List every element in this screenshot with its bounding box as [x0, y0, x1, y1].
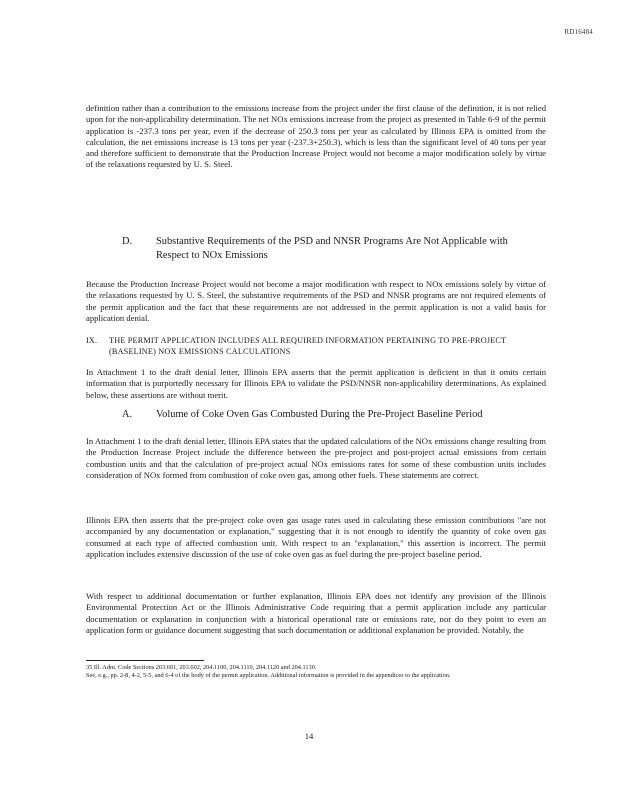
footnotes [86, 664, 546, 680]
paragraph-documentation: With respect to additional documentation or further explanation, Illinois EPA does not identify any provision of the Illinois Environmental Protection Act or the Illinois Administrative Code requiring that a permit application include any particular documentation or explanation in conjunction with a historical operational rate or emissions rate, nor do they point to even an application form or guidance document suggesting that such documentation or additional explanation be provided. Notably, the [86, 591, 546, 635]
footnote-2: See, e.g., pp. 2-8, 4-2, 5-5, and 6-4 of the body of the permit application. Additional information is provided in the appendices to the application. [86, 672, 451, 679]
page-number: 14 [304, 731, 314, 741]
paragraph-coke-oven-gas: Illinois EPA then asserts that the pre-project coke oven gas usage rates used in calculating these emission contributions "are not accompanied by any documentation or explanation," suggesting that it is not enough to identify the quantity of coke oven gas consumed at each type of affected combustion unit. With respect to an "explanation," this assertion is incorrect. The permit application includes extensive discussion of the use of coke oven gas as fuel during the pre-project baseline period. [86, 515, 546, 559]
subheading-d-text: Substantive Requirements of the PSD and NNSR Programs Are Not Applicable with Respect to NOx Emissions [156, 236, 508, 261]
footnote-rule [86, 660, 204, 661]
section-heading-ix [86, 336, 546, 360]
subheading-a [86, 408, 546, 424]
footnote-1: 35 Ill. Adm. Code Sections 203.601, 203.602, 204.1100, 204.1110, 204.1120 and 204.1130. [86, 664, 317, 671]
document-code: RD16484 [564, 28, 593, 36]
section-title: THE PERMIT APPLICATION INCLUDES ALL REQUIRED INFORMATION PERTAINING TO PRE-PROJECT (BASELINE) NOX EMISSIONS CALCULATIONS [109, 336, 507, 356]
subheading-d-letter: D. [122, 236, 133, 247]
paragraph-nox-calculations: In Attachment 1 to the draft denial letter, Illinois EPA states that the updated calculations of the NOx emissions change resulting from the Production Increase Project include the difference between the pre-project and post-project actual emissions from certain combustion units and that the calculation of pre-project actual NOx emissions rates for some of these combustion units includes consideration of NOx formed from combustion of coke oven gas, among other fuels. These statements are correct. [86, 436, 546, 480]
subheading-a-text: Volume of Coke Oven Gas Combusted During the Pre-Project Baseline Period [156, 409, 483, 420]
paragraph-attachment-intro: In Attachment 1 to the draft denial letter, Illinois EPA asserts that the permit application is deficient in that it omits certain information that is purportedly necessary for Illinois EPA to validate the PSD/NNSR non-applicability determinations. As explained below, these assertions are without merit. [86, 367, 546, 400]
paragraph-psd-nnsr: Because the Production Increase Project would not become a major modification with respect to NOx emissions solely by virtue of the relaxations requested by U. S. Steel, the substantive requirements of the PSD and NNSR programs are not required elements of the permit application and the fact that these requirements are not addressed in the permit application is not a valid basis for application denial. [86, 279, 546, 323]
subheading-d [86, 235, 546, 265]
paragraph-definition: definition rather than a contribution to the emissions increase from the project under the first clause of the definition, it is not relied upon for the non-applicability determination. The net NOx emissions increase from the project as presented in Table 6-9 of the permit application is -237.3 tons per year, even if the decrease of 250.3 tons per year as calculated by Illinois EPA is omitted from the calculation, the net emissions increase is 13 tons per year (-237.3+250.3), which is less than the significant level of 40 tons per year and therefore sufficient to demonstrate that the Production Increase Project would not become a major modification solely by virtue of the relaxations requested by U. S. Steel. [86, 103, 546, 170]
subheading-a-letter: A. [122, 409, 133, 420]
section-number: IX. [86, 336, 98, 345]
